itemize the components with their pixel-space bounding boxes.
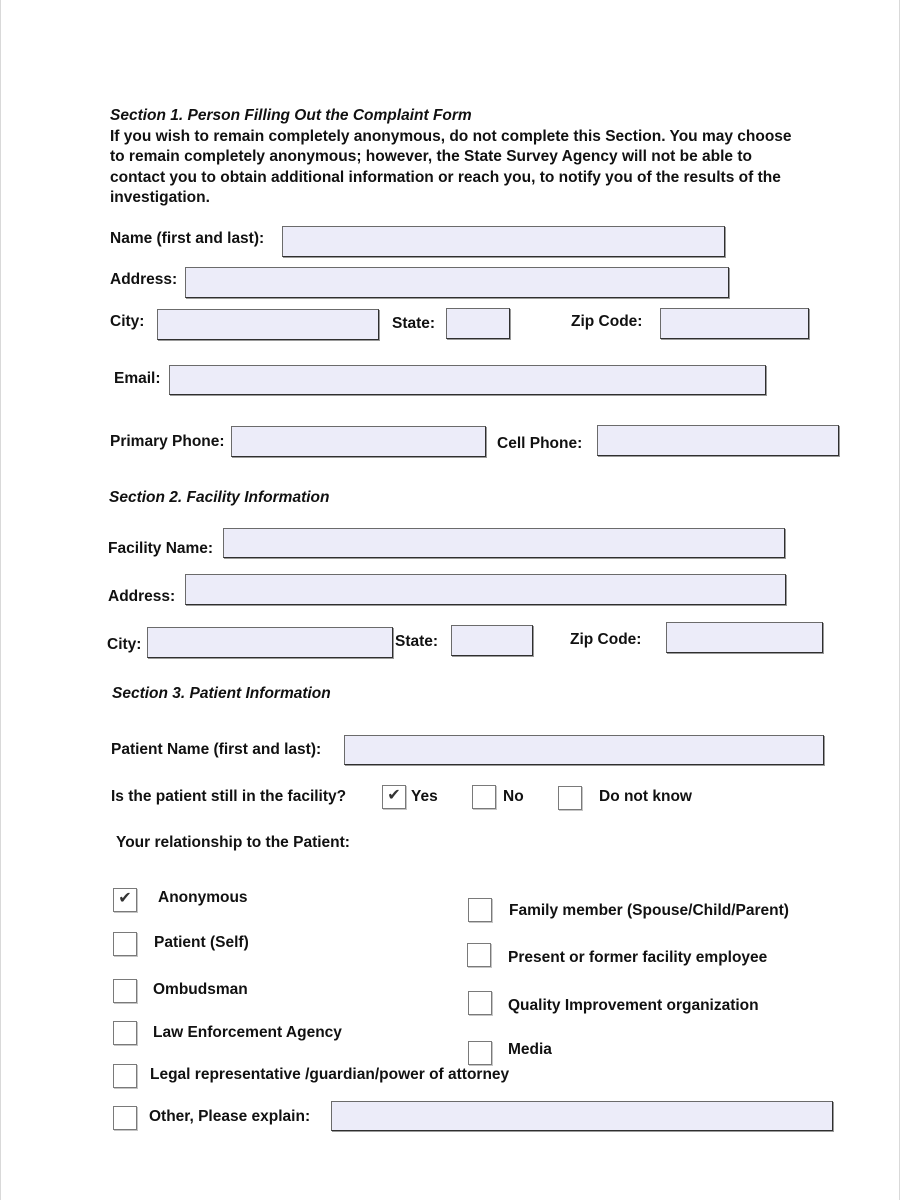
email-field[interactable]: [169, 365, 766, 395]
patient-name-label: Patient Name (first and last):: [111, 741, 322, 758]
email-label: Email:: [114, 370, 161, 387]
section3-heading: Section 3. Patient Information: [112, 685, 331, 702]
media-label: Media: [508, 1041, 552, 1058]
do-not-know-checkbox[interactable]: [558, 786, 582, 810]
facility-city-field[interactable]: [147, 627, 393, 658]
primary-phone-label: Primary Phone:: [110, 433, 225, 450]
section1-heading: Section 1. Person Filling Out the Complaint Form: [110, 107, 472, 124]
zip-field[interactable]: [660, 308, 809, 339]
cell-phone-field[interactable]: [597, 425, 839, 456]
city-field[interactable]: [157, 309, 379, 340]
quality-improvement-checkbox[interactable]: [468, 991, 492, 1015]
address-field[interactable]: [185, 267, 729, 298]
ombudsman-label: Ombudsman: [153, 981, 248, 998]
other-explain-field[interactable]: [331, 1101, 833, 1131]
facility-name-label: Facility Name:: [108, 540, 214, 557]
family-member-checkbox[interactable]: [468, 898, 492, 922]
no-label: No: [503, 788, 524, 805]
do-not-know-label: Do not know: [599, 788, 692, 805]
state-field[interactable]: [446, 308, 510, 339]
anonymous-label: Anonymous: [158, 889, 248, 906]
patient-name-field[interactable]: [344, 735, 824, 765]
address-label: Address:: [110, 271, 178, 288]
patient-self-label: Patient (Self): [154, 934, 249, 951]
facility-city-label: City:: [107, 636, 142, 653]
facility-zip-field[interactable]: [666, 622, 823, 653]
quality-improvement-label: Quality Improvement organization: [508, 997, 759, 1014]
name-label: Name (first and last):: [110, 230, 265, 247]
check-mark-icon: ✔: [118, 890, 132, 907]
media-checkbox[interactable]: [468, 1041, 492, 1065]
primary-phone-field[interactable]: [231, 426, 486, 457]
facility-employee-label: Present or former facility employee: [508, 949, 768, 966]
facility-employee-checkbox[interactable]: [467, 943, 491, 967]
facility-zip-label: Zip Code:: [570, 631, 642, 648]
facility-name-field[interactable]: [223, 528, 785, 558]
cell-phone-label: Cell Phone:: [497, 435, 583, 452]
city-label: City:: [110, 313, 145, 330]
check-mark-icon: ✔: [387, 787, 401, 804]
legal-representative-checkbox[interactable]: [113, 1064, 137, 1088]
patient-self-checkbox[interactable]: [113, 932, 137, 956]
state-label: State:: [392, 315, 436, 332]
zip-label: Zip Code:: [571, 313, 643, 330]
no-checkbox[interactable]: [472, 785, 496, 809]
still-in-facility-question: Is the patient still in the facility?: [111, 788, 347, 805]
section1-intro: If you wish to remain completely anonymous, do not complete this Section. You may choose to remain completely anonymous; however, the State Survey Agency will not be able to contact you to obtain additional information or reach you, to notify you of the results of the investigation.: [110, 128, 792, 207]
law-enforcement-checkbox[interactable]: [113, 1021, 137, 1045]
family-member-label: Family member (Spouse/Child/Parent): [509, 902, 789, 919]
facility-state-field[interactable]: [451, 625, 533, 656]
facility-address-field[interactable]: [185, 574, 786, 605]
facility-address-label: Address:: [108, 588, 176, 605]
other-checkbox[interactable]: [113, 1106, 137, 1130]
relationship-label: Your relationship to the Patient:: [116, 834, 350, 851]
yes-checkbox[interactable]: [382, 785, 406, 809]
law-enforcement-label: Law Enforcement Agency: [153, 1024, 342, 1041]
yes-label: Yes: [411, 788, 438, 805]
section2-heading: Section 2. Facility Information: [109, 489, 330, 506]
ombudsman-checkbox[interactable]: [113, 979, 137, 1003]
legal-representative-label: Legal representative /guardian/power of attorney: [150, 1066, 510, 1083]
name-field[interactable]: [282, 226, 725, 257]
other-label: Other, Please explain:: [149, 1108, 311, 1125]
facility-state-label: State:: [395, 633, 439, 650]
anonymous-checkbox[interactable]: [113, 888, 137, 912]
